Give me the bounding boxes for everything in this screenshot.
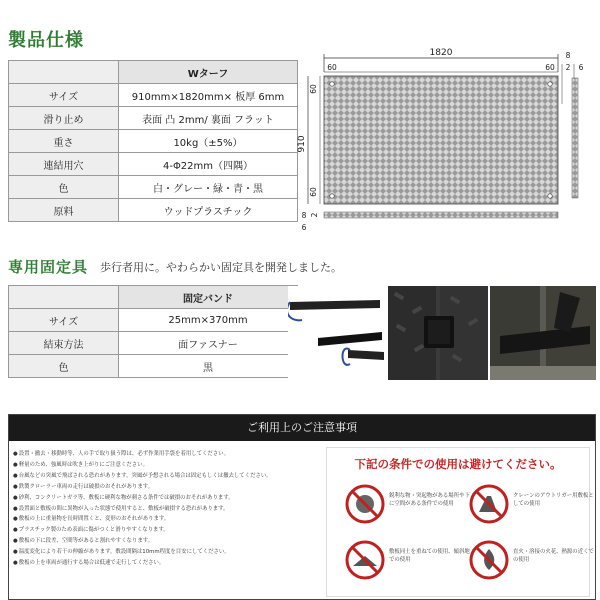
corner-top-label: 60 bbox=[309, 84, 318, 94]
spec-value: 4-Φ22mm（四隅） bbox=[119, 153, 298, 176]
fixing-description: 歩行者用に。やわらかい固定具を開発しました。 bbox=[100, 261, 342, 274]
list-item: ● 設置面と敷板の間に異物が入った状態で使用すると、敷板が破損する恐れがあります。 bbox=[13, 504, 318, 515]
spec-value: 10kg（±5%） bbox=[119, 130, 298, 153]
height-label: 910 bbox=[297, 135, 307, 153]
no-stack-icon bbox=[345, 540, 385, 580]
corner-left-label: 60 bbox=[327, 63, 337, 72]
table-row bbox=[9, 309, 298, 332]
table-row bbox=[9, 130, 298, 153]
mounting-hole bbox=[548, 82, 552, 86]
notice-list bbox=[13, 449, 318, 569]
band-photo-strap bbox=[288, 286, 384, 380]
spec-label: 色 bbox=[9, 176, 119, 199]
list-item: ● 台風などの突風で飛ばされる恐れがあります。突風が予想される場合は固定もしくは撤去してください。 bbox=[13, 471, 318, 482]
table-corner bbox=[9, 61, 119, 84]
usage-notice-panel bbox=[8, 414, 596, 600]
spec-label: 原料 bbox=[9, 199, 119, 222]
warning-text: 敷板同士を重ねての使用、傾斜地での使用 bbox=[389, 549, 470, 563]
spec-section-title: 製品仕様 bbox=[8, 30, 84, 51]
list-item: ● 設置・撤去・移動時等、人の手で取り扱う際は、必ず作業用手袋を着用してください。 bbox=[13, 449, 318, 460]
thickness-side-label: 6 bbox=[578, 63, 584, 72]
band-value: 面ファスナー bbox=[119, 332, 298, 355]
band-label: 結束方法 bbox=[9, 332, 119, 355]
table-row bbox=[9, 84, 298, 107]
warning-item bbox=[469, 540, 596, 592]
band-label: 色 bbox=[9, 355, 119, 378]
list-item: ● 軽量のため、強風時は吹き上がりにご注意ください。 bbox=[13, 460, 318, 471]
fixing-section-title: 専用固定具 bbox=[8, 258, 89, 276]
list-item: ● 鉄製クローラー車両の走行は破損のおそれがあります。 bbox=[13, 482, 318, 493]
table-row bbox=[9, 332, 298, 355]
list-item: ● プラスチック製のため表面に傷がつくと滑りやすくなります。 bbox=[13, 525, 318, 536]
list-item: ● 敷板の下に段差、空間等があると割れやすくなります。 bbox=[13, 536, 318, 547]
mounting-hole bbox=[330, 82, 334, 86]
mat-plate bbox=[324, 76, 558, 204]
table-row bbox=[9, 153, 298, 176]
table-row bbox=[9, 107, 298, 130]
table-row bbox=[9, 199, 298, 222]
thickness-total-label: 8 bbox=[565, 51, 571, 60]
spec-table bbox=[8, 60, 298, 222]
warning-title: 下記の条件での使用は避けてください。 bbox=[354, 457, 562, 471]
band-value: 黒 bbox=[119, 355, 298, 378]
corner-right-label: 60 bbox=[545, 63, 555, 72]
spec-label: 重さ bbox=[9, 130, 119, 153]
width-label: 1820 bbox=[429, 48, 453, 58]
side-2-label: 2 bbox=[310, 212, 319, 218]
list-item: ● 砂利、コンクリートガラ等、敷板に硬利な物が刺さる条件では破損のおそれがあります。 bbox=[13, 493, 318, 504]
table-row bbox=[9, 286, 298, 309]
no-sharp-icon bbox=[345, 484, 385, 524]
no-crane-icon bbox=[469, 484, 509, 524]
spec-label: 滑り止め bbox=[9, 107, 119, 130]
spec-value: 910mm×1820mm× 板厚 6mm bbox=[119, 84, 298, 107]
band-value: 25mm×370mm bbox=[119, 309, 298, 332]
band-label: サイズ bbox=[9, 309, 119, 332]
band-photo-installed bbox=[490, 286, 596, 380]
spec-label: サイズ bbox=[9, 84, 119, 107]
side-8-label: 8 bbox=[301, 211, 307, 220]
table-corner bbox=[9, 286, 119, 309]
list-item: ● 温度変化により若干の伸縮があります。敷設間隔は10mm程度を目安にしてください。 bbox=[13, 547, 318, 558]
warning-text: 直火・溶接の火花、熱源の近くでの使用 bbox=[513, 549, 594, 563]
list-item: ● 敷板の上に重量物を長時間置くと、変形のおそれがあります。 bbox=[13, 514, 318, 525]
no-fire-icon bbox=[469, 540, 509, 580]
warning-box bbox=[326, 447, 594, 597]
spec-label: 連結用穴 bbox=[9, 153, 119, 176]
table-row bbox=[9, 355, 298, 378]
table-row bbox=[9, 176, 298, 199]
warning-item bbox=[469, 484, 596, 536]
table-row bbox=[9, 61, 298, 84]
mounting-hole bbox=[548, 194, 552, 198]
side-profile bbox=[572, 78, 578, 198]
notice-title: ご利用上のご注意事項 bbox=[9, 415, 595, 441]
mounting-hole bbox=[330, 194, 334, 198]
spec-value: ウッドプラスチック bbox=[119, 199, 298, 222]
side-6-label: 6 bbox=[301, 223, 307, 232]
warning-text: クレーンのアウトリガー用敷板としての使用 bbox=[513, 493, 594, 507]
spec-table-header: Wターフ bbox=[119, 61, 298, 84]
thickness-top-label: 2 bbox=[565, 63, 571, 72]
bottom-profile bbox=[324, 212, 558, 218]
spec-value: 白・グレー・緑・青・黒 bbox=[119, 176, 298, 199]
dimension-drawing bbox=[296, 44, 596, 244]
corner-bottom-label: 60 bbox=[309, 187, 318, 197]
warning-text: 鋭利な物・突起物がある場所や下に空間がある条件での使用 bbox=[389, 493, 470, 507]
warning-item bbox=[345, 484, 475, 536]
band-photo-mats bbox=[388, 286, 488, 380]
band-table bbox=[8, 285, 298, 378]
warning-item bbox=[345, 540, 475, 592]
band-table-header: 固定バンド bbox=[119, 286, 298, 309]
list-item: ● 敷板の上を車両が通行する場合は低速で走行してください。 bbox=[13, 558, 318, 569]
spec-value: 表面 凸 2mm/ 裏面 フラット bbox=[119, 107, 298, 130]
